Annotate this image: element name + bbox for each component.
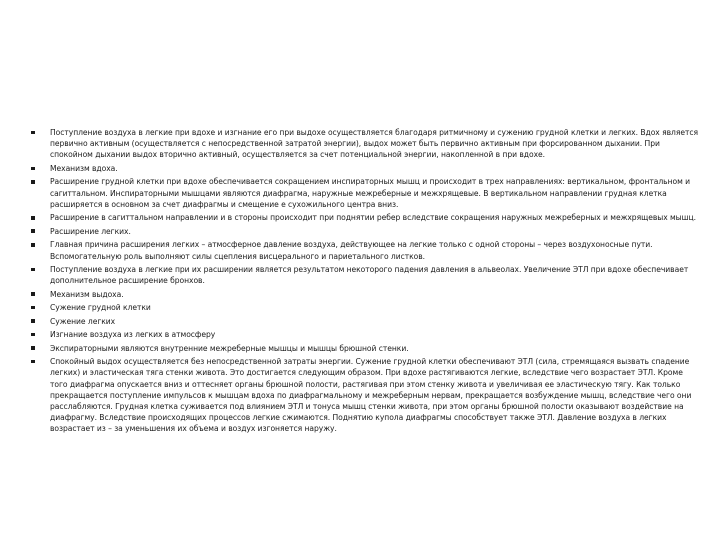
list-item	[30, 127, 698, 161]
list-item	[30, 302, 698, 313]
bullet-icon	[31, 346, 35, 350]
list-item	[30, 176, 698, 210]
bullet-icon	[31, 216, 35, 220]
list-item	[30, 343, 698, 354]
list-item	[30, 163, 698, 174]
list-item	[30, 289, 698, 300]
bullet-icon	[31, 268, 35, 272]
bullet-icon	[31, 229, 35, 233]
list-item-text: Сужение легких	[50, 316, 116, 326]
list-item-text: Сужение грудной клетки	[50, 303, 151, 313]
list-item	[30, 212, 698, 223]
list-item	[30, 226, 698, 237]
slide-content	[30, 127, 698, 437]
list-item-text: Экспираторными являются внутренние межреберные мышцы и мышцы брюшной стенки.	[50, 343, 409, 353]
list-item-text: Расширение грудной клетки при вдохе обеспечивается сокращением инспираторных мышц и происходит в трех направлениях: вертикальном, фронтальном и сагиттальном. Инспираторными мышцами являются диафрагма, наружные межреберные и межхрящевые. В вертикальном направлении грудная клетка расширяется в основном за счет диафрагмы и смещение е сухожильного центра вниз.	[50, 177, 691, 209]
list-item-text: Спокойный выдох осуществляется без непосредственной затраты энергии. Сужение грудной клетки обеспечивают ЭТЛ (сила, стремящаяся вызвать спадение легких) и эластическая тяга стенки живота. Это достигается следующим образом. При вдохе растягиваются легкие, вследствие чего возрастает ЭТЛ. Кроме того диафрагма опускается вниз и оттесняет органы брюшной полости, растягивая при этом стенку живота и увеличивая ее эластическую тягу. Как только прекращается поступление импульсов к мышцам вдоха по диафрагмальному и межреберным нервам, прекращается возбуждение мышц, вследствие чего они расслабляются. Грудная клетка суживается под влиянием ЭТЛ и тонуса мышц стенки живота, при этом органы брюшной полости оказывают воздействие на диафрагму. Вследствие происходящих процессов легкие сжимаются. Поднятию купола диафрагмы способствует также ЭТЛ. Давление воздуха в легких возрастает из – за уменьшения их объема и воздух изгоняется наружу.	[50, 357, 692, 434]
bullet-icon	[31, 243, 35, 247]
list-item-text: Расширение в сагиттальном направлении и в стороны происходит при поднятии ребер вследствие сокращения наружных межреберных и межхрящевых мышц.	[50, 213, 697, 223]
bullet-icon	[31, 292, 35, 296]
list-item	[30, 329, 698, 340]
bullet-list	[30, 127, 698, 435]
bullet-icon	[31, 167, 35, 171]
list-item	[30, 356, 698, 434]
list-item	[30, 316, 698, 327]
bullet-icon	[31, 180, 35, 184]
bullet-icon	[31, 131, 35, 135]
bullet-icon	[31, 360, 35, 364]
list-item-text: Расширение легких.	[50, 226, 131, 236]
list-item-text: Поступление воздуха в легкие при вдохе и изгнание его при выдохе осуществляется благодаря ритмичному и сужению грудной клетки и легких. Вдох является первично активным (осуществляется с непосредственной затратой энергии), выдох может быть первично активным при форсированном дыхании. При спокойном дыхании выдох вторично активный, осуществляется за счет потенциальной энергии, накопленной в при вдохе.	[50, 128, 699, 160]
list-item-text: Главная причина расширения легких – атмосферное давление воздуха, действующее на легкие только с одной стороны – через воздухоносные пути. Вспомогательную роль выполняют силы сцепления висцерального и париетального листков.	[50, 240, 653, 261]
list-item	[30, 264, 698, 286]
list-item-text: Поступление воздуха в легкие при их расширении является результатом некоторого падения давления в альвеолах. Увеличение ЭТЛ при вдохе обеспечивает дополнительное расширение бронхов.	[50, 265, 689, 286]
list-item-text: Механизм вдоха.	[50, 163, 118, 173]
bullet-icon	[31, 306, 35, 310]
bullet-icon	[31, 333, 35, 337]
bullet-icon	[31, 319, 35, 323]
list-item-text: Механизм выдоха.	[50, 289, 124, 299]
list-item-text: Изгнание воздуха из легких в атмосферу	[50, 330, 216, 340]
list-item	[30, 239, 698, 261]
